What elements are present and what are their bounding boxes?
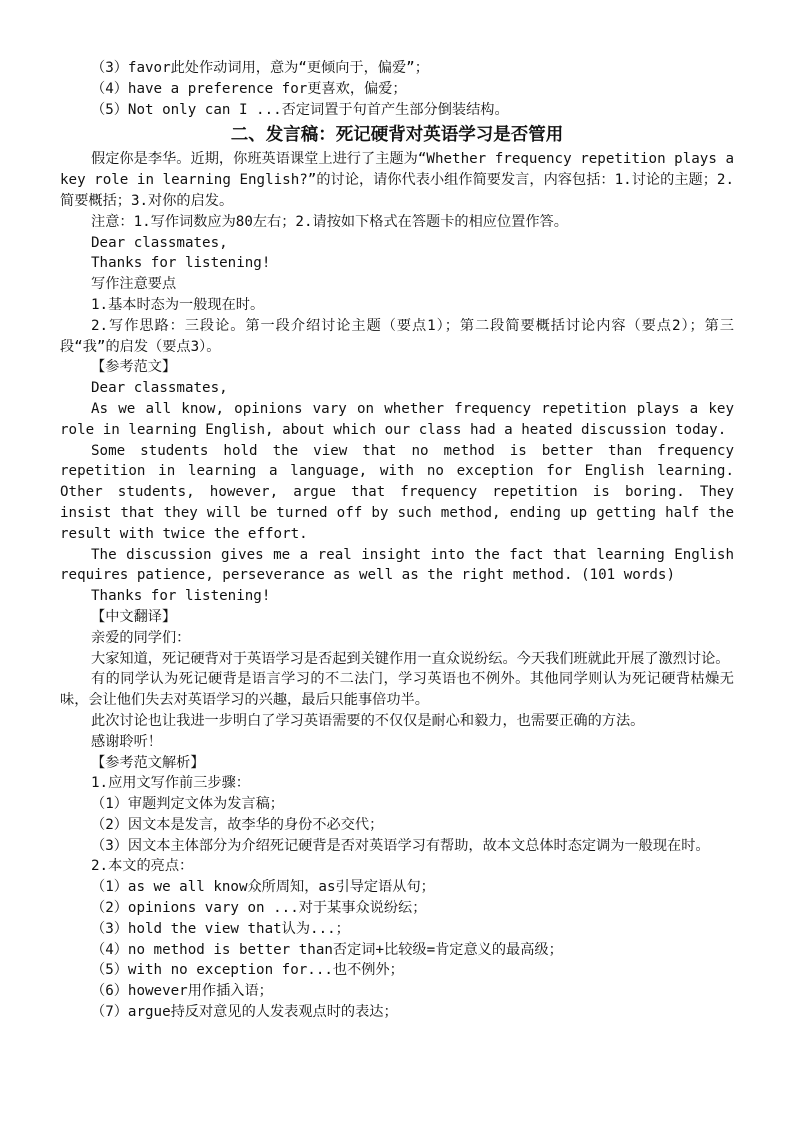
note-item-3: （3）favor此处作动词用，意为“更倾向于，偏爱”；	[91, 60, 429, 76]
highlight-item: （1）as we all know众所周知，as引导定语从句；	[91, 879, 435, 896]
tip-tense: 1.基本时态为一般现在时。	[91, 296, 265, 313]
translation-greeting: 亲爱的同学们：	[91, 629, 191, 646]
highlight-item: （7）argue持反对意见的人发表观点时的表达；	[91, 1004, 398, 1021]
highlight-item: （6）however用作插入语；	[91, 983, 273, 1000]
analysis-step-2: （2）因文本是发言，故李华的身份不必交代；	[91, 816, 384, 833]
highlight-item: （4）no method is better than否定词+比较级=肯定意义的最高级；	[91, 941, 563, 958]
highlight-item: （2）opinions vary on ...对于某事众说纷纭；	[91, 900, 427, 917]
reference-paragraph-1: As we all know, opinions vary on whether frequency repetition plays a key role in learning English, about which our class had a heated discussion today.	[60, 400, 734, 438]
highlight-item: （3）hold the view that认为...；	[91, 920, 350, 937]
translation-paragraph-2: 有的同学认为死记硬背是语言学习的不二法门，学习英语也不例外。其他同学则认为死记硬背枯燥无味，会让他们失去对英语学习的兴趣，最后只能事倍功半。	[60, 671, 734, 709]
translation-paragraph-1: 大家知道，死记硬背对于英语学习是否起到关键作用一直众说纷纭。今天我们班就此开展了激烈讨论。	[91, 650, 730, 667]
translation-heading: 【中文翻译】	[91, 608, 177, 625]
format-greeting: Dear classmates,	[91, 234, 228, 251]
format-closing: Thanks for listening!	[91, 255, 271, 272]
reference-greeting: Dear classmates,	[91, 380, 228, 397]
highlights-title: 2.本文的亮点：	[91, 858, 194, 875]
analysis-step-1: （1）审题判定文体为发言稿；	[91, 796, 284, 813]
tip-structure: 2.写作思路：三段论。第一段介绍讨论主题（要点1）；第二段简要概括讨论内容（要点2）；第三段“我”的启发（要点3）。	[60, 317, 734, 355]
section-title: 二、发言稿：死记硬背对英语学习是否管用	[230, 125, 564, 146]
note-item-4: （4）have a preference for更喜欢，偏爱；	[91, 80, 407, 97]
translation-closing: 感谢聆听！	[91, 733, 162, 750]
reference-paragraph-3: The discussion gives me a real insight into the fact that learning English requires patience, perseverance as well as the right method. (101 words)	[60, 546, 734, 584]
analysis-heading: 【参考范文解析】	[91, 754, 205, 771]
tips-heading: 写作注意要点	[91, 276, 177, 293]
analysis-step-3: （3）因文本主体部分为介绍死记硬背是否对英语学习有帮助，故本文总体时态定调为一般现在时。	[91, 837, 710, 854]
task-prompt: 假定你是李华。近期，你班英语课堂上进行了主题为“Whether frequency repetition plays a key role in learning English?”的讨论，请你代表小组作简要发言，内容包括：1.讨论的主题；2.简要概括；3.对你的启发。	[60, 151, 734, 209]
reference-closing: Thanks for listening!	[91, 588, 271, 605]
task-note: 注意：1.写作词数应为80左右；2.请按如下格式在答题卡的相应位置作答。	[91, 213, 568, 230]
note-item-5: （5）Not only can I ...否定词置于句首产生部分倒装结构。	[91, 101, 509, 118]
reference-heading: 【参考范文】	[91, 359, 177, 376]
reference-paragraph-2: Some students hold the view that no method is better than frequency repetition in learning a language, with no exception for English learning. Other students, however, argue that frequency repetition is boring. They insist that they will be turned off by such method, ending up getting half the result with twice the effort.	[60, 442, 734, 542]
translation-paragraph-3: 此次讨论也让我进一步明白了学习英语需要的不仅仅是耐心和毅力，也需要正确的方法。	[91, 712, 645, 729]
highlight-item: （5）with no exception for...也不例外；	[91, 962, 404, 979]
analysis-steps-title: 1.应用文写作前三步骤：	[91, 775, 250, 792]
